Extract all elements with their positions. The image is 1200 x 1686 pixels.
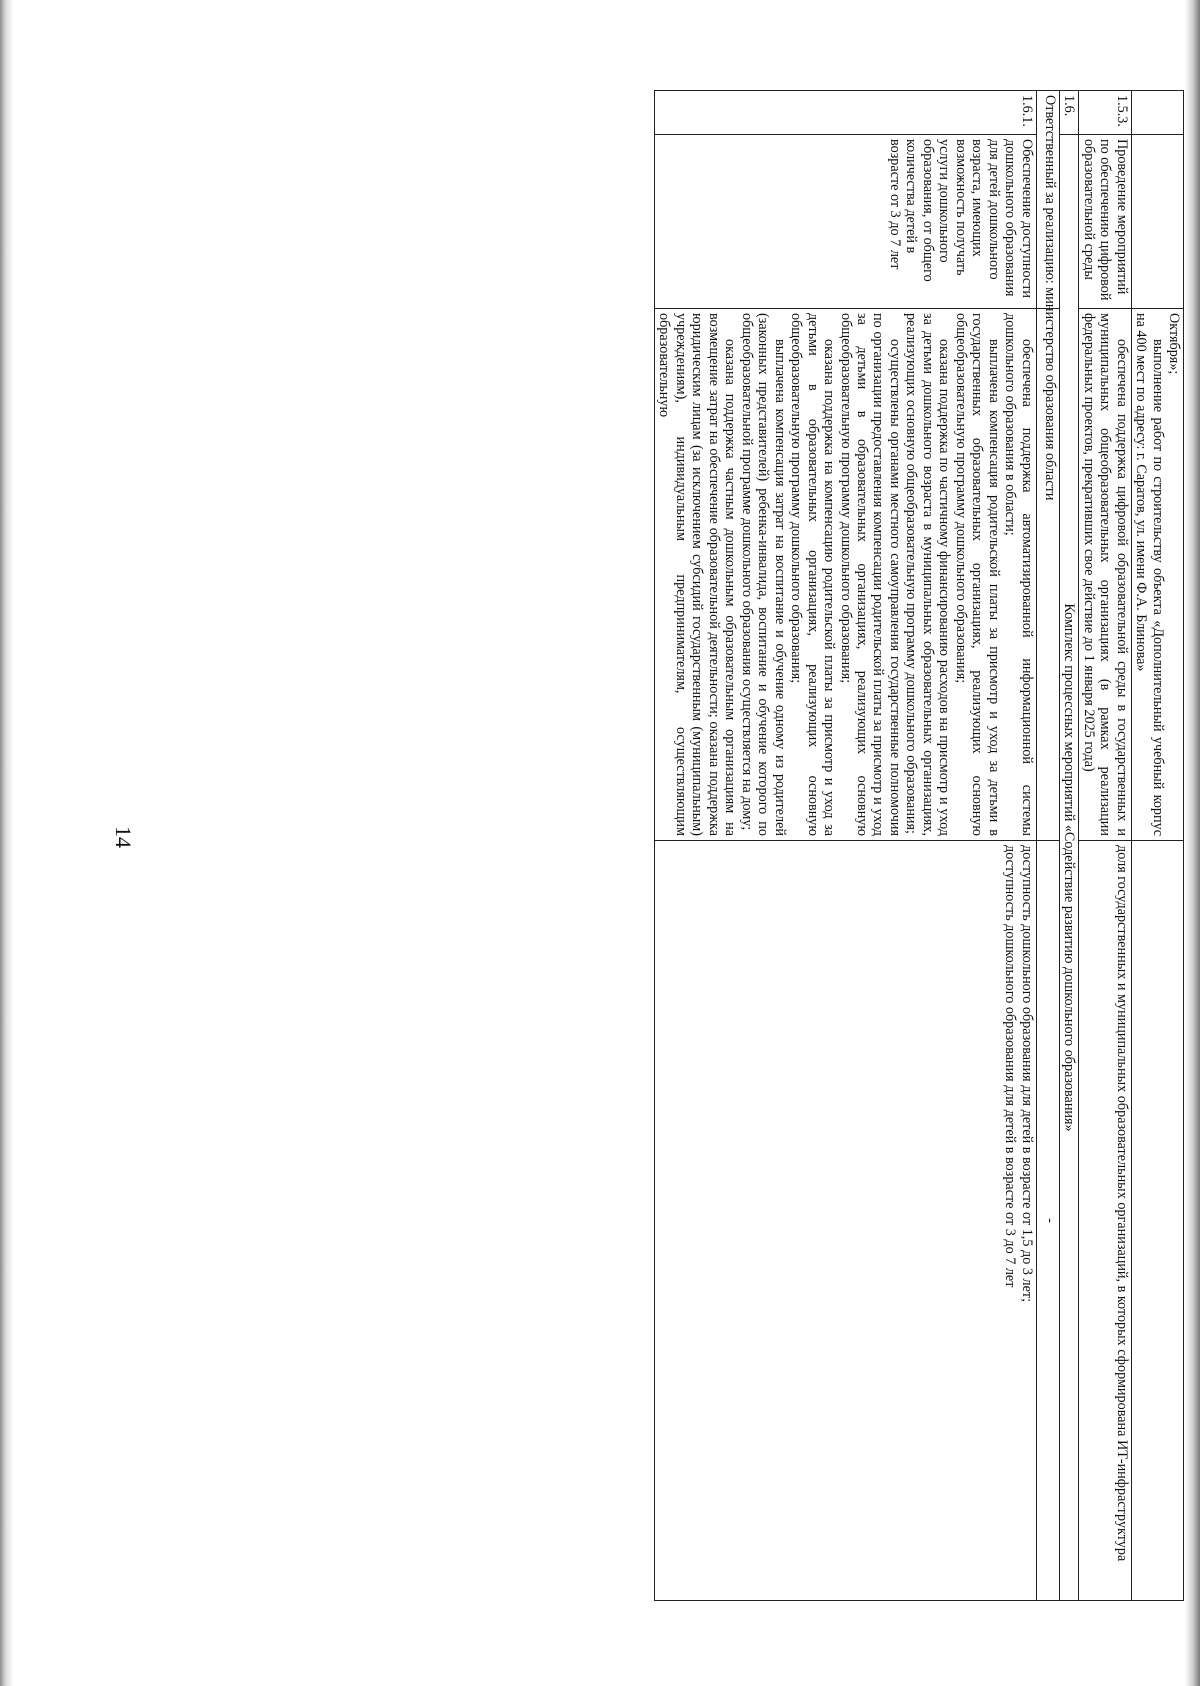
- row-number: 1.6.1.: [654, 91, 1036, 135]
- scan-edge-left: [0, 0, 14, 1686]
- tasks-text-line: Октября»;: [1166, 313, 1182, 375]
- indicator-item: доступность дошкольного образования для детей в возрасте от 1,5 до 3 лет;: [1018, 845, 1035, 1303]
- indicators-cell: [654, 841, 1036, 1601]
- responsible-indicators-cell: -: [1036, 841, 1059, 1601]
- task-item: оказана поддержка по частичному финансированию расходов на присмотр и уход за детьми дошкольного возраста в муниципальных образовательных организациях, реализующих основную общеобразовательную программу дошкольного образования;: [903, 313, 953, 836]
- indicators-cell: доля государственных и муниципальных образовательных организаций, в которых сформирована ИТ-инфраструктура: [1079, 841, 1131, 1601]
- table-row-1-5-3: [1079, 91, 1131, 1601]
- section-title: Комплекс процессных мероприятий «Содействие развитию дошкольного образования»: [1059, 135, 1078, 1601]
- scan-edge-right: [1184, 0, 1200, 1686]
- task-item: оказана поддержка частным дошкольным образовательным организациям на возмещение затрат на обеспечение образовательной деятельности; оказана поддержка юридическим лицам (за исключением субсидий государственным (муниципальным) учреждениям), индивидуальным предпринимателям, осуществляющим образовательную: [656, 313, 739, 836]
- task-item: выплачена компенсация родительской платы за присмотр и уход за детьми в государственных образовательных организациях, реализующих основную общеобразовательную программу дошкольного образования;: [952, 313, 1002, 836]
- num-cell-empty: [1131, 91, 1183, 135]
- table-row-1-6: [1059, 91, 1078, 1601]
- measure-name: Проведение мероприятий по обеспечению цифровой образовательной среды: [1079, 135, 1131, 309]
- tasks-text: обеспечена поддержка цифровой образовательной среды в государственных и муниципальных общеобразовательных организациях (в рамках реализации федеральных проектов, прекративших свое действие до 1 января 2025 года): [1080, 313, 1130, 836]
- tasks-cell: [654, 309, 1036, 841]
- responsible-cell: [1036, 91, 1059, 501]
- page-number: 14: [111, 826, 136, 848]
- name-cell-empty: [1131, 135, 1183, 309]
- row-number: 1.5.3.: [1079, 91, 1131, 135]
- task-item: обеспечена поддержка автоматизированной информационной системы дошкольного образования в области;: [1002, 313, 1035, 836]
- table-row-responsible: [1036, 91, 1059, 1601]
- task-item: оказана поддержка на компенсацию родительской платы за присмотр и уход за детьми в образовательных организациях, реализующих основную общеобразовательную программу дошкольного образования;: [788, 313, 838, 836]
- table-row-continuation: [1131, 91, 1183, 1601]
- tasks-cell: [1079, 309, 1131, 841]
- table-row-1-6-1: [654, 91, 1036, 1601]
- indicators-cell-empty: [1131, 841, 1183, 1601]
- tasks-text-paragraph: выполнение работ по строительству объекта «Дополнительный учебный корпус на 400 мест по адресу: г. Саратов, ул. имени Ф.А. Блинова»: [1133, 313, 1166, 836]
- rotated-page-content: [654, 90, 1184, 1600]
- indicator-item: доступность дошкольного образования для детей в возрасте от 3 до 7 лет: [1002, 845, 1019, 1288]
- responsible-text: Ответственный за реализацию: министерство образования области: [1041, 95, 1058, 501]
- task-item: выплачена компенсация затрат на воспитание и обучение одному из родителей (законных представителей) ребенка-инвалида, воспитание и обучение которого по общеобразовательной программе дошкольного образования осуществляется на дому;: [738, 313, 788, 836]
- tasks-cell: [1131, 309, 1183, 841]
- row-number: 1.6.: [1059, 91, 1078, 135]
- task-item: осуществлены органами местного самоуправления государственные полномочия по организации предоставления компенсации родительской платы за присмотр и уход за детьми в образовательных организациях, реализующих основную общеобразовательную программу дошкольного образования;: [837, 313, 903, 836]
- measure-name: Обеспечение доступности дошкольного образования для детей дошкольного возраста, имеющих возможность получать услуги дошкольного образования, от общего количества детей в возрасте от 3 до 7 лет: [654, 135, 1036, 309]
- measures-table: [654, 90, 1184, 1601]
